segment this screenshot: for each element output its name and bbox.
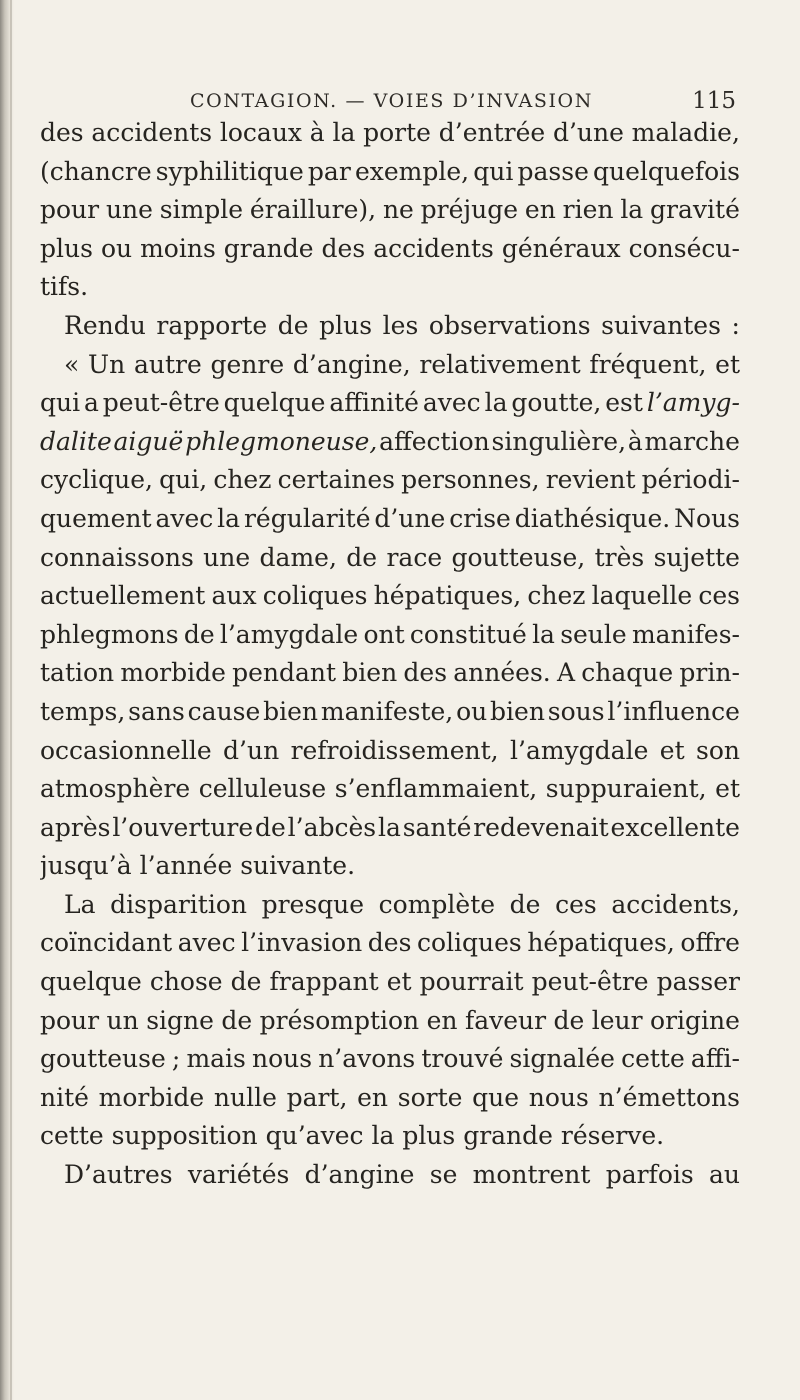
text-line (40, 539, 740, 578)
text-word: pour (40, 195, 100, 225)
text-word: celluleuse (198, 774, 327, 804)
text-word: simple (159, 195, 244, 225)
text-word: en (524, 195, 556, 225)
text-word: et (715, 774, 740, 804)
text-word: signe (146, 1005, 214, 1035)
text-word: des (367, 928, 412, 958)
text-line (40, 191, 740, 230)
text-word: des (40, 118, 84, 147)
text-word: nous (528, 1082, 589, 1112)
text-word: prin- (679, 658, 740, 688)
text-word: peut-être (102, 388, 220, 418)
text-word: affinité (329, 388, 419, 418)
text-word: années. (453, 658, 551, 688)
text-word: personnes, (401, 465, 540, 495)
text-word: une (105, 195, 153, 225)
text-word: bien (263, 696, 319, 726)
text-word: crise (449, 503, 511, 533)
text-word: d’une (552, 118, 624, 147)
text-word: d’une (374, 503, 446, 533)
text-word: signalée (509, 1044, 615, 1074)
text-word: revient (545, 465, 636, 495)
text-word: qui (40, 388, 81, 418)
text-word: est (605, 388, 643, 418)
text-word: rapporte (156, 310, 268, 340)
text-word: marche (644, 426, 740, 456)
text-word: d’angine (304, 1160, 415, 1190)
text-word: cyclique, (40, 465, 153, 495)
text-word: généraux (501, 233, 621, 263)
text-word: pourrait (419, 967, 524, 997)
text-word: aux (211, 581, 257, 611)
text-line (40, 654, 740, 693)
text-word: : (731, 310, 740, 340)
text-word: en (426, 1005, 458, 1035)
text-word: morbide (120, 658, 226, 688)
text-word: Rendu (64, 310, 146, 340)
text-word: de (346, 542, 378, 572)
text-word: singulière, (491, 426, 627, 456)
text-word: préjuge (420, 195, 519, 225)
text-word: bien (342, 658, 398, 688)
text-word: complète (378, 889, 496, 919)
text-word: cette (40, 1121, 104, 1151)
text-word: son (696, 735, 740, 765)
text-word: chose (149, 967, 223, 997)
text-word: l’influence (607, 696, 740, 726)
text-line (40, 924, 740, 963)
text-word: avec (422, 388, 481, 418)
text-word: en (357, 1082, 389, 1112)
text-word: n’émettons (598, 1082, 740, 1112)
text-word: ou (456, 696, 488, 726)
text-word: sous (547, 696, 605, 726)
text-line (40, 963, 740, 1002)
text-word: des (321, 233, 366, 263)
text-word: une (203, 542, 251, 572)
text-word: coliques (262, 581, 368, 611)
text-word: à (627, 426, 643, 456)
text-line (40, 770, 740, 809)
text-word: moins (140, 233, 216, 263)
text-line (40, 1079, 740, 1118)
text-word: la (371, 1121, 395, 1151)
text-word: d’un (223, 735, 280, 765)
text-word: la (217, 503, 241, 533)
text-word: Nous (674, 503, 740, 533)
text-word: D’autres (64, 1160, 173, 1190)
text-word: hépatiques, (373, 581, 522, 611)
text-word: que (472, 1082, 520, 1112)
text-word: nous (251, 1044, 313, 1074)
text-word: n’avons (318, 1044, 416, 1074)
text-word: à (309, 118, 325, 147)
text-word: relativement (419, 349, 581, 379)
text-word: plus (319, 310, 373, 340)
text-word: dame, (259, 542, 337, 572)
text-word: nulle (213, 1082, 277, 1112)
text-line (40, 886, 740, 925)
text-word: accidents (373, 233, 494, 263)
text-word: l’ouverture (112, 812, 254, 842)
text-line (40, 268, 740, 307)
text-word: phlegmoneuse, (185, 426, 378, 456)
text-word: passer (656, 967, 740, 997)
text-word: suppuraient, (545, 774, 707, 804)
text-word: de (230, 967, 262, 997)
text-word: la (484, 388, 508, 418)
text-word: nité (40, 1082, 89, 1112)
text-word: La (64, 889, 96, 919)
text-line (40, 114, 740, 153)
text-word: avec (177, 928, 236, 958)
text-word: éraillure), (249, 195, 377, 225)
text-word: manifes- (631, 619, 740, 649)
text-word: ou (100, 233, 133, 263)
running-head: CONTAGION. — VOIES D’INVASION (190, 90, 593, 112)
text-word: avec (155, 503, 214, 533)
text-word: excellente (610, 812, 740, 842)
text-line (40, 153, 740, 192)
text-word: laquelle (591, 581, 693, 611)
body-text (40, 114, 740, 1195)
page-number: 115 (692, 88, 736, 114)
text-word: jusqu’à (40, 851, 132, 881)
text-word: redevenait (473, 812, 609, 842)
text-word: la (332, 118, 356, 147)
text-word: plus (402, 1121, 456, 1151)
text-word: goutteuse, (451, 542, 586, 572)
text-word: ; (171, 1044, 181, 1074)
text-word: cette (621, 1044, 685, 1074)
text-word: A (556, 658, 576, 688)
text-word: hépatiques, (527, 928, 675, 958)
text-word: se (429, 1160, 458, 1190)
page-header (40, 62, 740, 114)
text-word: mais (186, 1044, 246, 1074)
text-word: disparition (110, 889, 247, 919)
text-word: d’angine, (292, 349, 411, 379)
text-word: l’année (139, 851, 233, 881)
text-line (40, 732, 740, 771)
text-word: s’enflammaient, (334, 774, 538, 804)
text-word: réserve. (560, 1121, 665, 1151)
text-word: maladie, (631, 118, 740, 147)
text-word: (chancre (40, 156, 152, 186)
text-word: race (386, 542, 443, 572)
text-word: atmosphère (40, 774, 191, 804)
text-word: constitué (409, 619, 527, 649)
text-word: supposition (111, 1121, 258, 1151)
text-word: accidents, (611, 889, 740, 919)
text-word: l’invasion (241, 928, 363, 958)
text-word: les (382, 310, 419, 340)
text-word: par (307, 156, 351, 186)
text-word: actuellement (40, 581, 206, 611)
text-word: goutteuse (40, 1044, 166, 1074)
text-word: manifeste, (320, 696, 454, 726)
text-word: sans (128, 696, 185, 726)
text-line (40, 616, 740, 655)
text-word: part, (286, 1082, 348, 1112)
text-line (40, 847, 740, 886)
text-word: offre (680, 928, 740, 958)
text-word: coïncidant (40, 928, 173, 958)
text-word: l’abcès (287, 812, 377, 842)
text-word: aiguë (113, 426, 184, 456)
text-word: genre (210, 349, 285, 379)
text-word: porte (363, 118, 431, 147)
text-word: chaque (581, 658, 674, 688)
text-word: pendant (232, 658, 337, 688)
text-word: goutte, (511, 388, 602, 418)
text-word: de (509, 889, 541, 919)
text-word: tation (40, 658, 115, 688)
text-word: pour (40, 1005, 100, 1035)
text-word: cause (187, 696, 261, 726)
text-word: presque (261, 889, 365, 919)
text-word: tifs. (40, 272, 89, 302)
text-word: qui, (159, 465, 208, 495)
text-word: peut-être (531, 967, 649, 997)
text-word: de (183, 619, 215, 649)
text-word: de (277, 310, 309, 340)
text-word: affection (379, 426, 490, 456)
text-word: occasionnelle (40, 735, 212, 765)
text-word: diathésique. (514, 503, 671, 533)
text-word: de (255, 812, 286, 842)
text-word: grande (223, 233, 314, 263)
text-line (40, 384, 740, 423)
text-word: ces (555, 889, 597, 919)
text-line (40, 423, 740, 462)
text-word: présomption (259, 1005, 420, 1035)
text-line (40, 809, 740, 848)
text-word: exemple, (354, 156, 470, 186)
text-word: santé (402, 812, 472, 842)
text-word: montrent (472, 1160, 591, 1190)
text-word: suivantes (601, 310, 721, 340)
text-word: qu’avec (265, 1121, 364, 1151)
text-word: ces (698, 581, 740, 611)
text-word: un (106, 1005, 139, 1035)
text-line (40, 1117, 740, 1156)
text-word: trouvé (421, 1044, 504, 1074)
book-page (40, 62, 740, 1195)
text-line (40, 693, 740, 732)
text-word: de (221, 1005, 253, 1035)
text-word: leur (591, 1005, 643, 1035)
text-word: la (532, 619, 555, 649)
text-word: fréquent, (589, 349, 707, 379)
text-word: consécu- (628, 233, 740, 263)
text-word: refroidissement, (290, 735, 499, 765)
book-binding-shadow (10, 0, 12, 1400)
text-word: frappant (269, 967, 379, 997)
text-word: très (594, 542, 645, 572)
text-word: syphilitique (155, 156, 304, 186)
text-word: autre (133, 349, 202, 379)
text-word: certaines (277, 465, 395, 495)
text-word: observations (428, 310, 591, 340)
text-word: morbide (98, 1082, 205, 1112)
text-word: quelquefois (593, 156, 740, 186)
text-word: phlegmons (40, 619, 179, 649)
text-word: variétés (187, 1160, 290, 1190)
text-word: ne (382, 195, 414, 225)
text-word: seule (560, 619, 627, 649)
text-word: dalite (40, 426, 112, 456)
text-word: ont (363, 619, 405, 649)
text-word: plus (40, 233, 93, 263)
text-word: Un (88, 349, 126, 379)
text-word: et (386, 967, 412, 997)
text-word: des (403, 658, 448, 688)
text-word: affi- (690, 1044, 740, 1074)
text-line (40, 230, 740, 269)
text-word: connaissons (40, 542, 194, 572)
text-line (40, 577, 740, 616)
text-word: périodi- (641, 465, 740, 495)
text-line (40, 1156, 740, 1195)
text-word: a (84, 388, 99, 418)
text-word: l’amygdale (219, 619, 359, 649)
text-word: la (620, 195, 644, 225)
text-word: parfois (605, 1160, 694, 1190)
text-word: et (659, 735, 685, 765)
text-word: l’amyg- (646, 388, 740, 418)
text-word: coliques (416, 928, 522, 958)
text-word: chez (213, 465, 272, 495)
text-word: de (553, 1005, 585, 1035)
text-word: qui (473, 156, 514, 186)
text-word: gravité (650, 195, 740, 225)
text-word: chez (527, 581, 586, 611)
text-word: l’amygdale (510, 735, 649, 765)
text-word: sorte (397, 1082, 463, 1112)
text-word: rien (562, 195, 614, 225)
text-word: après (40, 812, 111, 842)
text-word: régularité (243, 503, 371, 533)
text-word: quelque (40, 967, 142, 997)
text-word: locaux (219, 118, 303, 147)
text-word: la (377, 812, 401, 842)
text-word: « (64, 349, 80, 379)
text-line (40, 461, 740, 500)
text-word: accidents (91, 118, 213, 147)
text-line (40, 1002, 740, 1041)
text-word: grande (463, 1121, 553, 1151)
text-line (40, 1040, 740, 1079)
text-word: d’entrée (438, 118, 546, 147)
text-word: bien (490, 696, 545, 726)
text-word: temps, (40, 696, 126, 726)
text-word: sujette (653, 542, 740, 572)
text-line (40, 307, 740, 346)
text-line (40, 500, 740, 539)
text-word: et (715, 349, 740, 379)
text-word: faveur (464, 1005, 547, 1035)
text-word: passe (517, 156, 589, 186)
text-word: quelque (223, 388, 326, 418)
text-word: suivante. (240, 851, 356, 881)
text-word: au (708, 1160, 740, 1190)
text-word: quement (40, 503, 152, 533)
text-line (40, 346, 740, 385)
text-word: origine (650, 1005, 740, 1035)
